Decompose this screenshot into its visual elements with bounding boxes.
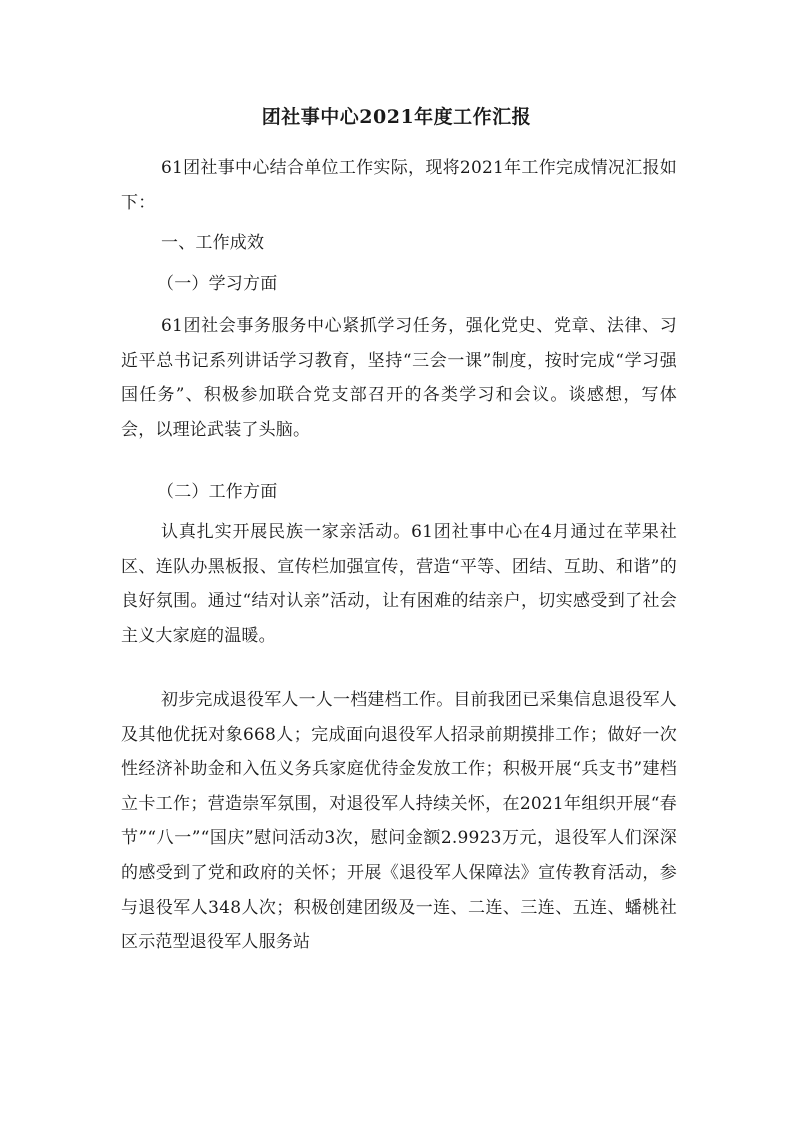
intro-paragraph: 61团社事中心结合单位工作实际，现将2021年工作完成情况汇报如下： [121, 158, 677, 213]
subsection-heading-work: （二）工作方面 [157, 482, 278, 502]
section-heading-achievements: 一、工作成效 [161, 233, 265, 253]
ethnic-unity-paragraph: 认真扎实开展民族一家亲活动。61团社事中心在4月通过在苹果社区、连队办黑板报、宣传栏加强宣传，营造“平等、团结、互助、和谐”的良好氛围。通过“结对认亲”活动，让有困难的结亲户，切实感受到了社会主义大家庭的温暖。 [121, 522, 677, 646]
subsection-heading-study: （一）学习方面 [157, 274, 278, 294]
study-paragraph: 61团社会事务服务中心紧抓学习任务，强化党史、党章、法律、习近平总书记系列讲话学习教育，坚持“三会一课”制度，按时完成“学习强国任务”、积极参加联合党支部召开的各类学习和会议。谈感想，写体会，以理论武装了头脑。 [121, 316, 677, 440]
document-title: 团社事中心2021年度工作汇报 [261, 106, 532, 128]
veterans-paragraph: 初步完成退役军人一人一档建档工作。目前我团已采集信息退役军人及其他优抚对象668人；完成面向退役军人招录前期摸排工作；做好一次性经济补助金和入伍义务兵家庭优待金发放工作；积极开展“兵支书”建档立卡工作；营造崇军氛围，对退役军人持续关怀，在2021年组织开展“春节”“八一”“国庆”慰问活动3次，慰问金额2.9923万元，退役军人们深深的感受到了党和政府的关怀；开展《退役军人保障法》宣传教育活动，参与退役军人348人次；积极创建团级及一连、二连、三连、五连、蟠桃社区示范型退役军人服务站 [121, 690, 677, 953]
